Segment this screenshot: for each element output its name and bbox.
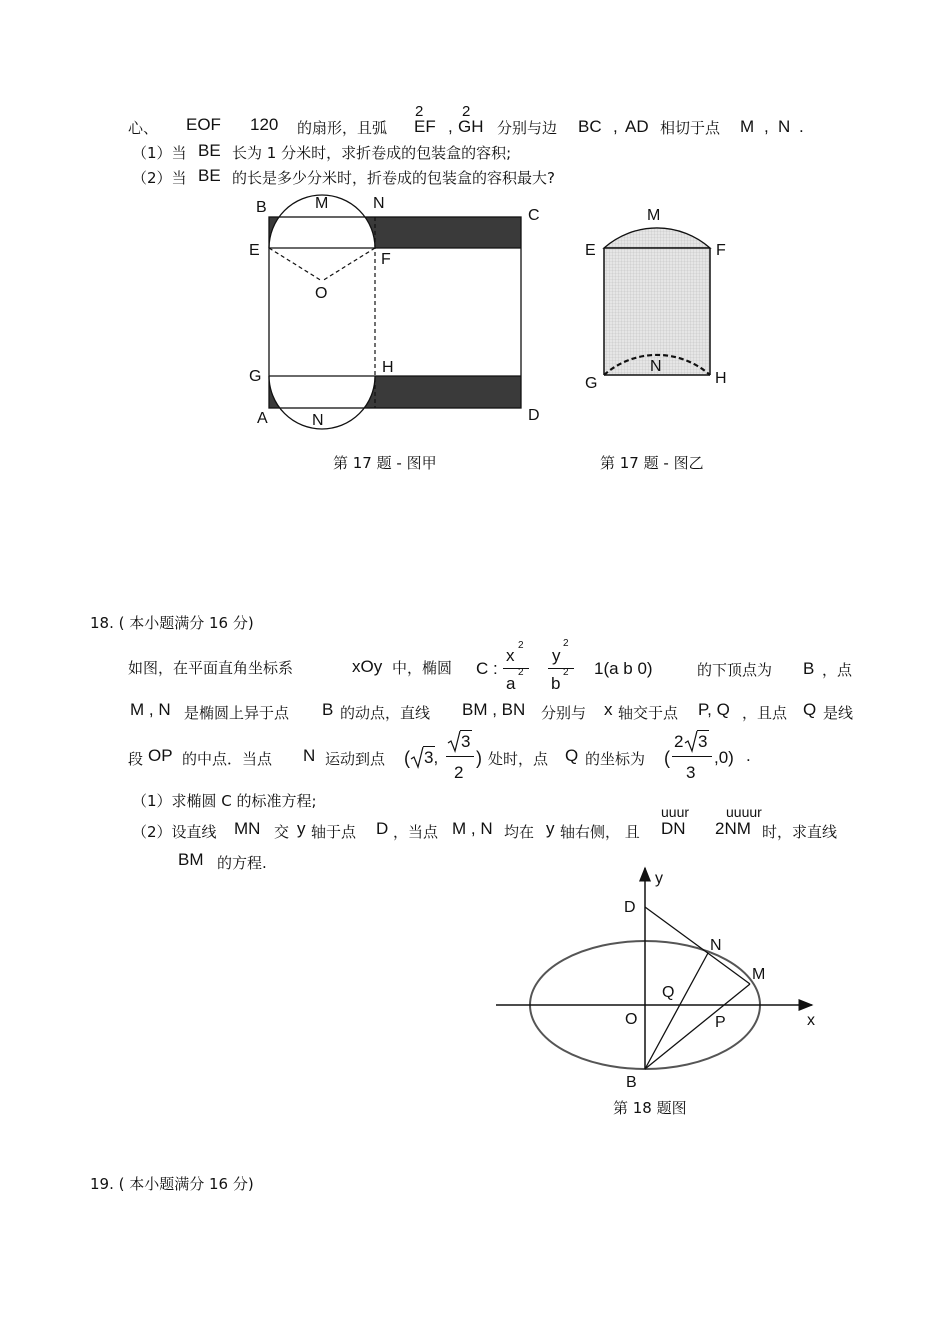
label-g: G	[249, 368, 262, 385]
label-a: A	[257, 410, 268, 427]
label-m: M	[647, 207, 661, 224]
math-n: N	[778, 117, 791, 136]
math-x: x	[604, 700, 613, 719]
vector-arrow: uuuur	[726, 804, 762, 820]
math-op: OP	[148, 746, 173, 765]
paren: )	[476, 748, 482, 768]
figure-yi	[575, 200, 735, 400]
math-mn: M , N	[130, 700, 171, 719]
math-q: Q	[803, 700, 817, 719]
frac-b: b	[551, 674, 561, 693]
text: 的坐标为	[585, 750, 646, 768]
fig-jia-caption: 第 17 题 - 图甲	[333, 454, 437, 472]
label-y: y	[655, 870, 663, 887]
text: 心、	[128, 119, 159, 137]
label-d: D	[624, 899, 636, 916]
label-g: G	[585, 375, 598, 392]
exp: 2	[518, 667, 524, 678]
comma: ,	[448, 117, 453, 136]
fig-18-caption: 第 18 题图	[613, 1099, 687, 1117]
fig-yi-caption: 第 17 题 - 图乙	[600, 454, 704, 472]
vector-nm: 2NM	[715, 819, 751, 838]
label-p: P	[715, 1014, 726, 1031]
q18-header: 18. ( 本小题满分 16 分)	[90, 614, 254, 632]
comma: ,	[613, 117, 618, 136]
q18-part1: （1）求椭圆 C 的标准方程;	[132, 792, 317, 810]
text: 的方程.	[217, 854, 267, 872]
math-be: BE	[198, 141, 221, 160]
frac-num-rad: 3	[698, 732, 708, 751]
frac-den: 3	[686, 763, 696, 782]
paren: (	[404, 748, 410, 768]
text: 长为 1 分米时，求折卷成的包装盒的容积;	[232, 144, 512, 162]
math-xoy: xOy	[352, 657, 383, 676]
text: 段	[128, 750, 144, 768]
text: （2）设直线	[132, 823, 217, 841]
math-y: y	[546, 819, 555, 838]
figure-jia	[240, 188, 560, 438]
text: 分别与边	[497, 119, 558, 137]
period: .	[746, 746, 751, 765]
text: 的动点，直线	[340, 704, 431, 722]
text: 是椭圆上异于点	[184, 704, 290, 722]
label-o: O	[315, 285, 328, 302]
paren: (	[664, 748, 670, 768]
text: （1）当	[132, 144, 187, 162]
text: 运动到点	[325, 750, 386, 768]
label-f: F	[381, 251, 391, 268]
arc-mark: 2	[415, 103, 424, 120]
text: ，且点	[742, 704, 788, 722]
sqrt-sign	[447, 729, 461, 753]
sqrt-sign	[410, 745, 424, 769]
text: 是线	[823, 704, 854, 722]
label-h: H	[382, 359, 394, 376]
math-mn: MN	[234, 819, 261, 838]
math-rest: 1(a b 0)	[594, 659, 653, 678]
vector-arrow: uuur	[661, 804, 690, 820]
math-n: N	[303, 746, 316, 765]
text: ，当点	[393, 823, 439, 841]
label-h: H	[715, 370, 727, 387]
text: 均在	[504, 823, 535, 841]
label-n: N	[710, 937, 722, 954]
math-b: B	[322, 700, 334, 719]
exp: 2	[563, 638, 569, 649]
label-o: O	[625, 1011, 638, 1028]
math-d: D	[376, 819, 389, 838]
arc-mark: 2	[462, 103, 471, 120]
figure-18	[490, 862, 830, 1094]
text: ，点	[822, 661, 853, 679]
period: .	[799, 117, 804, 136]
text: 的下顶点为	[697, 661, 773, 679]
text: 相切于点	[660, 119, 721, 137]
label-e: E	[249, 242, 260, 259]
text: 如图，在平面直角坐标系	[128, 659, 294, 677]
frac-num-2: 2	[674, 732, 684, 751]
math-be: BE	[198, 166, 221, 185]
text: 轴交于点	[618, 704, 679, 722]
math-gh: GH	[458, 117, 484, 136]
label-f: F	[716, 242, 726, 259]
text: 轴右侧， 且	[560, 823, 640, 841]
math-m: M	[740, 117, 755, 136]
label-n: N	[650, 358, 662, 375]
text: 时，求直线	[762, 823, 838, 841]
label-b: B	[626, 1074, 637, 1091]
text: 轴于点	[311, 823, 357, 841]
label-q: Q	[662, 984, 675, 1001]
math-bm: BM	[178, 850, 204, 869]
math-c: C :	[476, 659, 498, 678]
frac-y: y	[552, 646, 561, 665]
math-ad: AD	[625, 117, 649, 136]
math-bc: BC	[578, 117, 602, 136]
label-n-bot: N	[312, 412, 324, 429]
math-pq: P, Q	[698, 700, 730, 719]
math-sqrt3: 3,	[424, 748, 439, 767]
math-eof: EOF	[186, 115, 221, 134]
math-b: B	[803, 659, 815, 678]
math-q: Q	[565, 746, 579, 765]
math-lines: BM , BN	[462, 700, 526, 719]
label-d: D	[528, 407, 540, 424]
text: 中，椭圆	[392, 659, 453, 677]
vector-dn: DN	[661, 819, 686, 838]
text: （2）当	[132, 169, 187, 187]
label-m: M	[752, 966, 766, 983]
label-n-top: N	[373, 195, 385, 212]
label-c: C	[528, 207, 540, 224]
text: 的中点．当点	[182, 750, 273, 768]
sqrt-sign	[684, 729, 698, 753]
exp: 2	[563, 667, 569, 678]
label-x: x	[807, 1012, 815, 1029]
q19-header: 19. ( 本小题满分 16 分)	[90, 1175, 254, 1193]
line-bn	[645, 953, 708, 1069]
math-angle: 120	[250, 115, 279, 134]
exp: 2	[518, 640, 524, 651]
text: 的扇形，且弧	[297, 119, 388, 137]
frac-x: x	[506, 646, 515, 665]
top-cap	[604, 228, 710, 248]
comma: ,	[764, 117, 769, 136]
math-mn2: M , N	[452, 819, 493, 838]
text: 处时，点	[488, 750, 549, 768]
math-ef: EF	[414, 117, 436, 136]
text: 交	[274, 823, 290, 841]
math-y: y	[297, 819, 306, 838]
label-e: E	[585, 242, 596, 259]
line-bm	[645, 984, 750, 1069]
text: 分别与	[541, 704, 587, 722]
label-m: M	[315, 195, 329, 212]
frac-num: 3	[461, 732, 471, 751]
frac-a: a	[506, 674, 516, 693]
math-rest: ,0)	[714, 748, 734, 767]
text: 的长是多少分米时，折卷成的包装盒的容积最大?	[232, 169, 555, 187]
label-b: B	[256, 199, 267, 216]
frac-den: 2	[454, 763, 464, 782]
